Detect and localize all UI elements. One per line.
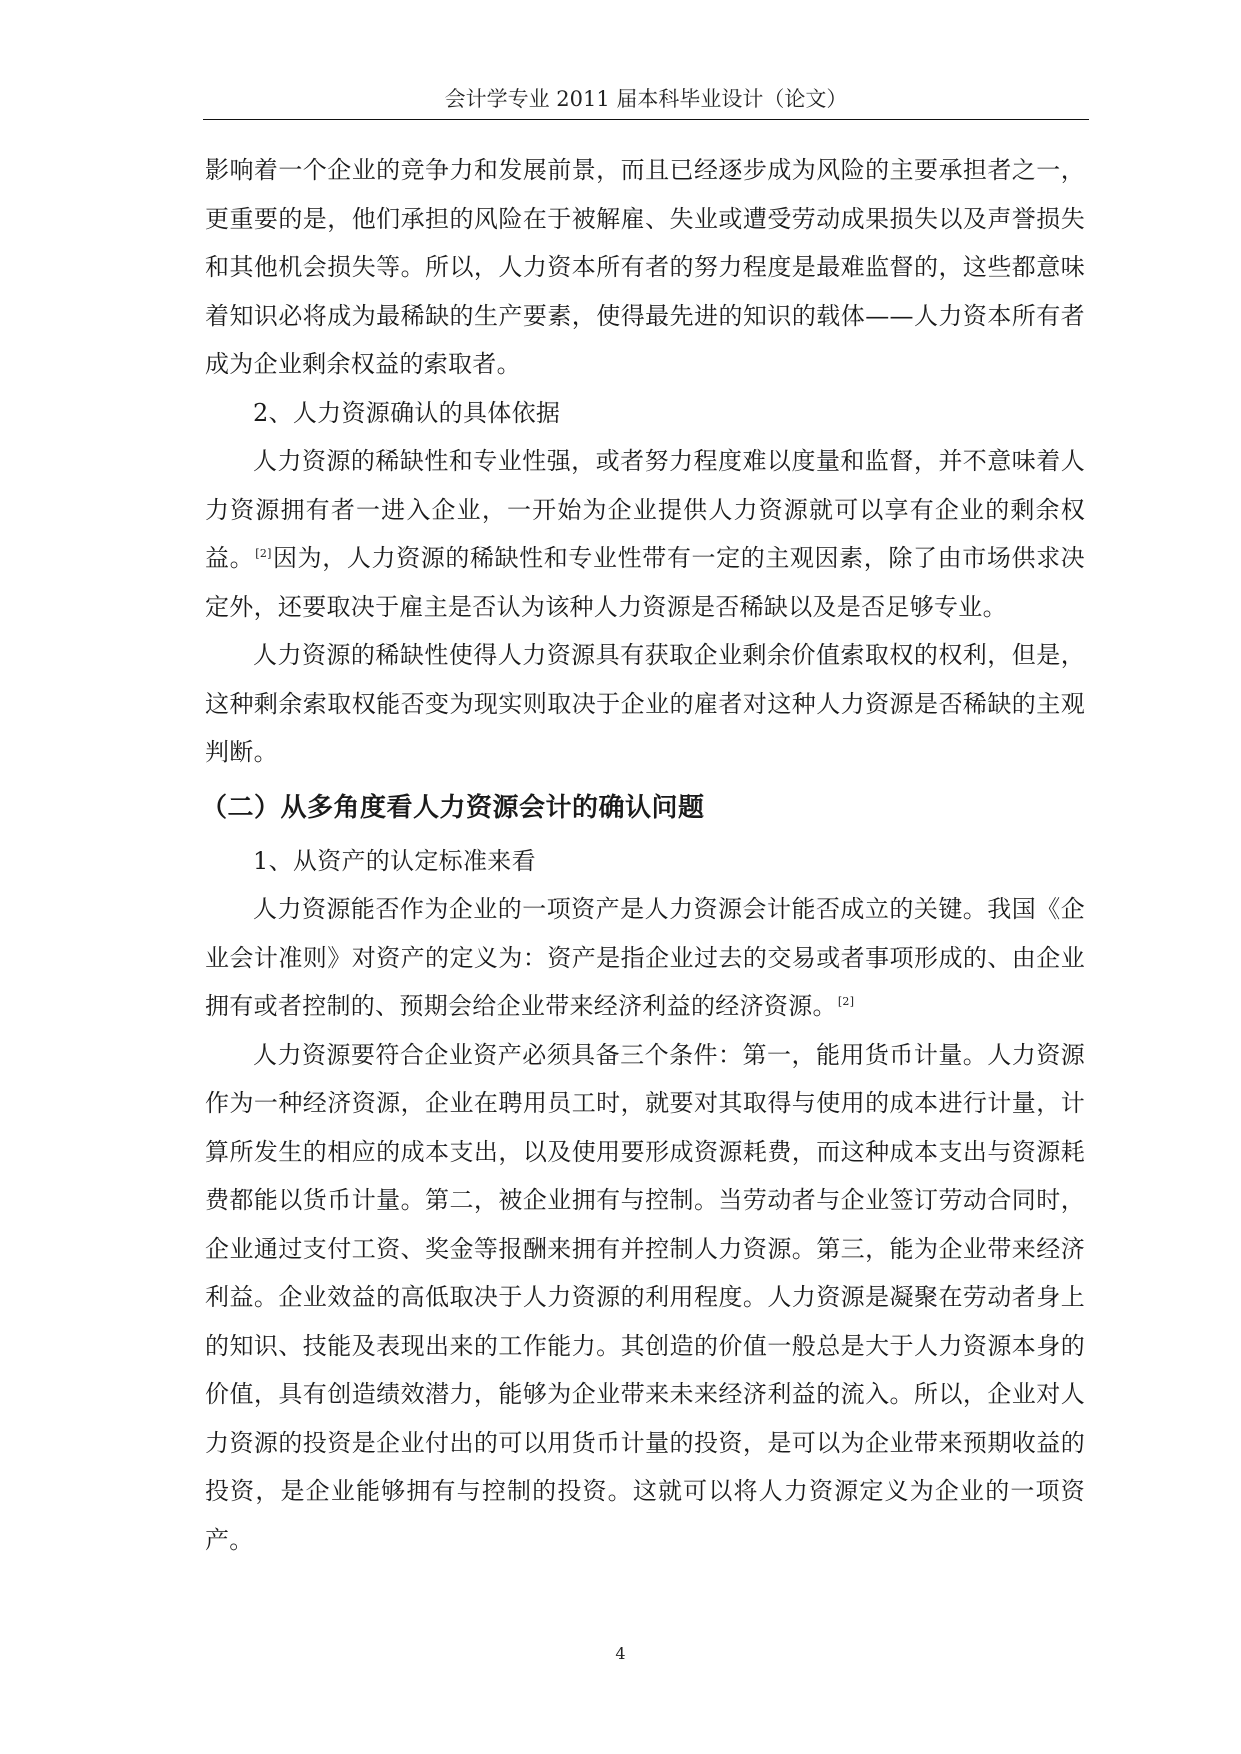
paragraph-three-conditions: 人力资源要符合企业资产必须具备三个条件：第一，能用货币计量。人力资源作为一种经济资源，企业在聘用员工时，就要对其取得与使用的成本进行计量，计算所发生的相应的成本支出，以及使用要形成资源耗费，而这种成本支出与资源耗费都能以货币计量。第二，被企业拥有与控制。当劳动者与企业签订劳动合同时，企业通过支付工资、奖金等报酬来拥有并控制人力资源。第三，能为企业带来经济利益。企业效益的高低取决于人力资源的利用程度。人力资源是凝聚在劳动者身上的知识、技能及表现出来的工作能力。其创造的价值一般总是大于人力资源本身的价值，具有创造绩效潜力，能够为企业带来未来经济利益的流入。所以，企业对人力资源的投资是企业付出的可以用货币计量的投资，是可以为企业带来预期收益的投资，是企业能够拥有与控制的投资。这就可以将人力资源定义为企业的一项资产。 [205, 1040, 1085, 1554]
paragraph-scarcity [205, 437, 1085, 631]
paragraph-asset-definition [205, 885, 1085, 1031]
subheading-basis: 2、人力资源确认的具体依据 [253, 398, 561, 427]
citation-ref: [2] [255, 547, 272, 560]
subheading-asset-criteria: 1、从资产的认定标准来看 [253, 846, 536, 875]
paragraph-text: 人力资源能否作为企业的一项资产是人力资源会计能否成立的关键。我国《企业会计准则》对资产的定义为：资产是指企业过去的交易或者事项形成的、由企业拥有或者控制的、预期会给企业带来经济利益的经济资源。 [205, 895, 1085, 1020]
paragraph-continuation: 影响着一个企业的竞争力和发展前景，而且已经逐步成为风险的主要承担者之一，更重要的是，他们承担的风险在于被解雇、失业或遭受劳动成果损失以及声誉损失和其他机会损失等。所以，人力资本所有者的努力程度是最难监督的，这些都意味着知识必将成为最稀缺的生产要素，使得最先进的知识的载体——人力资本所有者成为企业剩余权益的索取者。 [205, 156, 1085, 378]
body-text [201, 146, 1085, 1564]
paragraph-text: 人力资源的稀缺性和专业性强，或者努力程度难以度量和监督，并不意味着人力资源拥有者一进入企业，一开始为企业提供人力资源就可以享有企业的剩余权益。 [205, 447, 1085, 572]
paragraph-text: 因为，人力资源的稀缺性和专业性带有一定的主观因素，除了由市场供求决定外，还要取决于雇主是否认为该种人力资源是否稀缺以及是否足够专业。 [205, 544, 1085, 621]
page-number: 4 [615, 1644, 626, 1663]
paragraph-residual-claim: 人力资源的稀缺性使得人力资源具有获取企业剩余价值索取权的权利，但是，这种剩余索取权能否变为现实则取决于企业的雇者对这种人力资源是否稀缺的主观判断。 [205, 641, 1085, 766]
running-header: 会计学专业 2011 届本科毕业设计（论文） [444, 87, 848, 111]
section-heading: （二）从多角度看人力资源会计的确认问题 [201, 792, 705, 823]
header-rule [203, 119, 1089, 120]
citation-ref: [2] [837, 995, 855, 1008]
